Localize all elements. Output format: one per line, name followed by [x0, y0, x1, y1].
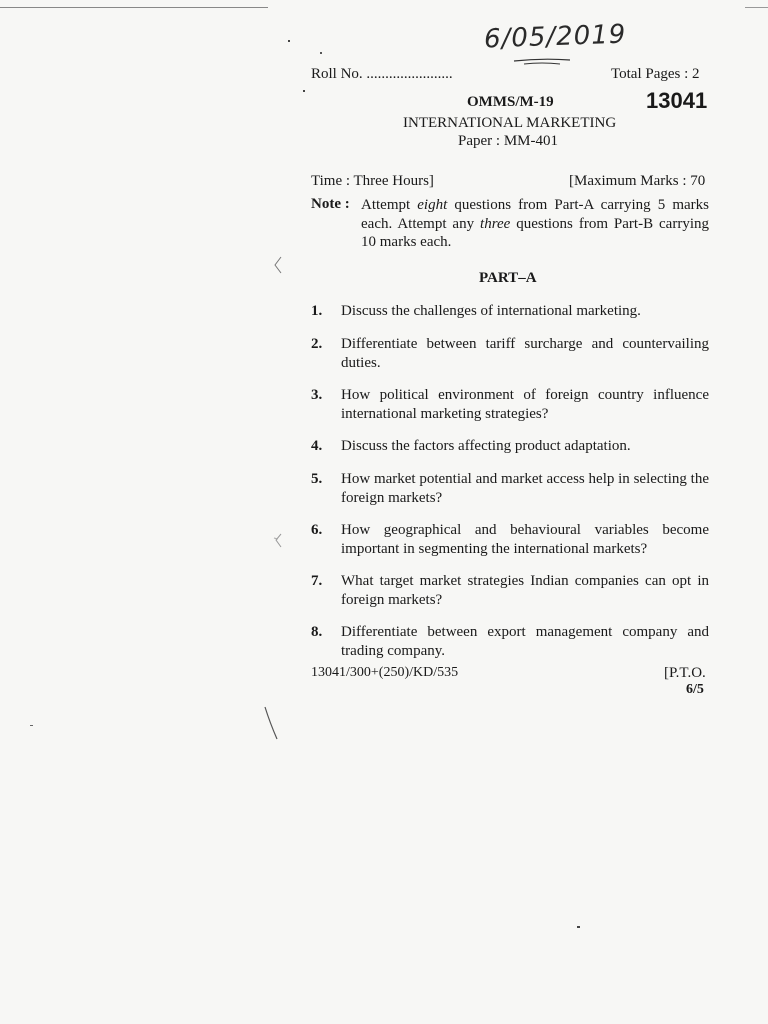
- question-text: How political environment of foreign country influence international marketing strategies?: [341, 387, 709, 422]
- scan-dot: [30, 725, 33, 726]
- question-item: [311, 572, 709, 609]
- scan-mark-bracket: [272, 255, 284, 275]
- scan-edge-line: [0, 7, 268, 8]
- page-mark: 6/5: [686, 682, 704, 697]
- note-emphasis-eight: eight: [417, 197, 448, 213]
- scan-dot: [577, 926, 580, 928]
- question-item: [311, 623, 709, 660]
- question-text: Discuss the challenges of international marketing.: [341, 303, 641, 319]
- question-number: 3.: [311, 387, 323, 403]
- scan-dot: [288, 40, 290, 42]
- scan-mark-small: [272, 532, 284, 550]
- scan-mark-stroke: [262, 705, 280, 741]
- scan-dot: [303, 90, 305, 92]
- scan-edge-line-right: [745, 7, 768, 8]
- question-number: 1.: [311, 303, 323, 319]
- total-pages: Total Pages : 2: [611, 66, 700, 82]
- print-code: 13041/300+(250)/KD/535: [311, 665, 459, 680]
- note-label: Note :: [311, 196, 350, 212]
- exam-code: OMMS/M-19: [467, 94, 554, 110]
- question-text: What target market strategies Indian companies can opt in foreign markets?: [341, 573, 709, 608]
- note-text-1: Attempt: [361, 197, 418, 213]
- question-number: 2.: [311, 336, 323, 352]
- paper-number: Paper : MM-401: [458, 133, 558, 149]
- question-item: [311, 521, 709, 558]
- note-text-2: questions from Part-A carrying 5 marks each. Attempt any: [361, 197, 709, 232]
- note-emphasis-three: three: [480, 215, 511, 232]
- roll-number-field: Roll No. .......................: [311, 66, 453, 82]
- maximum-marks: [Maximum Marks : 70: [569, 173, 706, 189]
- handwritten-date: 6/05/2019: [483, 19, 627, 55]
- question-number: 8.: [311, 624, 323, 640]
- question-number: 4.: [311, 438, 323, 454]
- question-item: [311, 302, 709, 321]
- question-text: Discuss the factors affecting product adaptation.: [341, 438, 631, 454]
- subject-title: INTERNATIONAL MARKETING: [403, 115, 617, 131]
- paper-code: 13041: [646, 88, 708, 113]
- note-instructions: [361, 196, 709, 252]
- question-number: 5.: [311, 471, 323, 487]
- question-number: 7.: [311, 573, 323, 589]
- question-text: How market potential and market access help in selecting the foreign markets?: [341, 471, 709, 506]
- question-item: [311, 335, 709, 372]
- question-item: [311, 437, 709, 456]
- scan-dot: [320, 52, 322, 54]
- handwritten-underline: [512, 58, 572, 66]
- part-a-heading: PART–A: [479, 270, 537, 286]
- question-text: Differentiate between tariff surcharge and countervailing duties.: [341, 336, 709, 371]
- question-item: [311, 386, 709, 423]
- question-text: How geographical and behavioural variables become important in segmenting the international markets?: [341, 522, 709, 557]
- question-text: Differentiate between export management company and trading company.: [341, 624, 709, 659]
- note-text-3: questions from Part-B carrying 10 marks each.: [361, 215, 709, 250]
- please-turn-over: [P.T.O.: [664, 665, 706, 681]
- question-item: [311, 470, 709, 507]
- question-number: 6.: [311, 522, 323, 538]
- time-allowed: Time : Three Hours]: [311, 173, 434, 189]
